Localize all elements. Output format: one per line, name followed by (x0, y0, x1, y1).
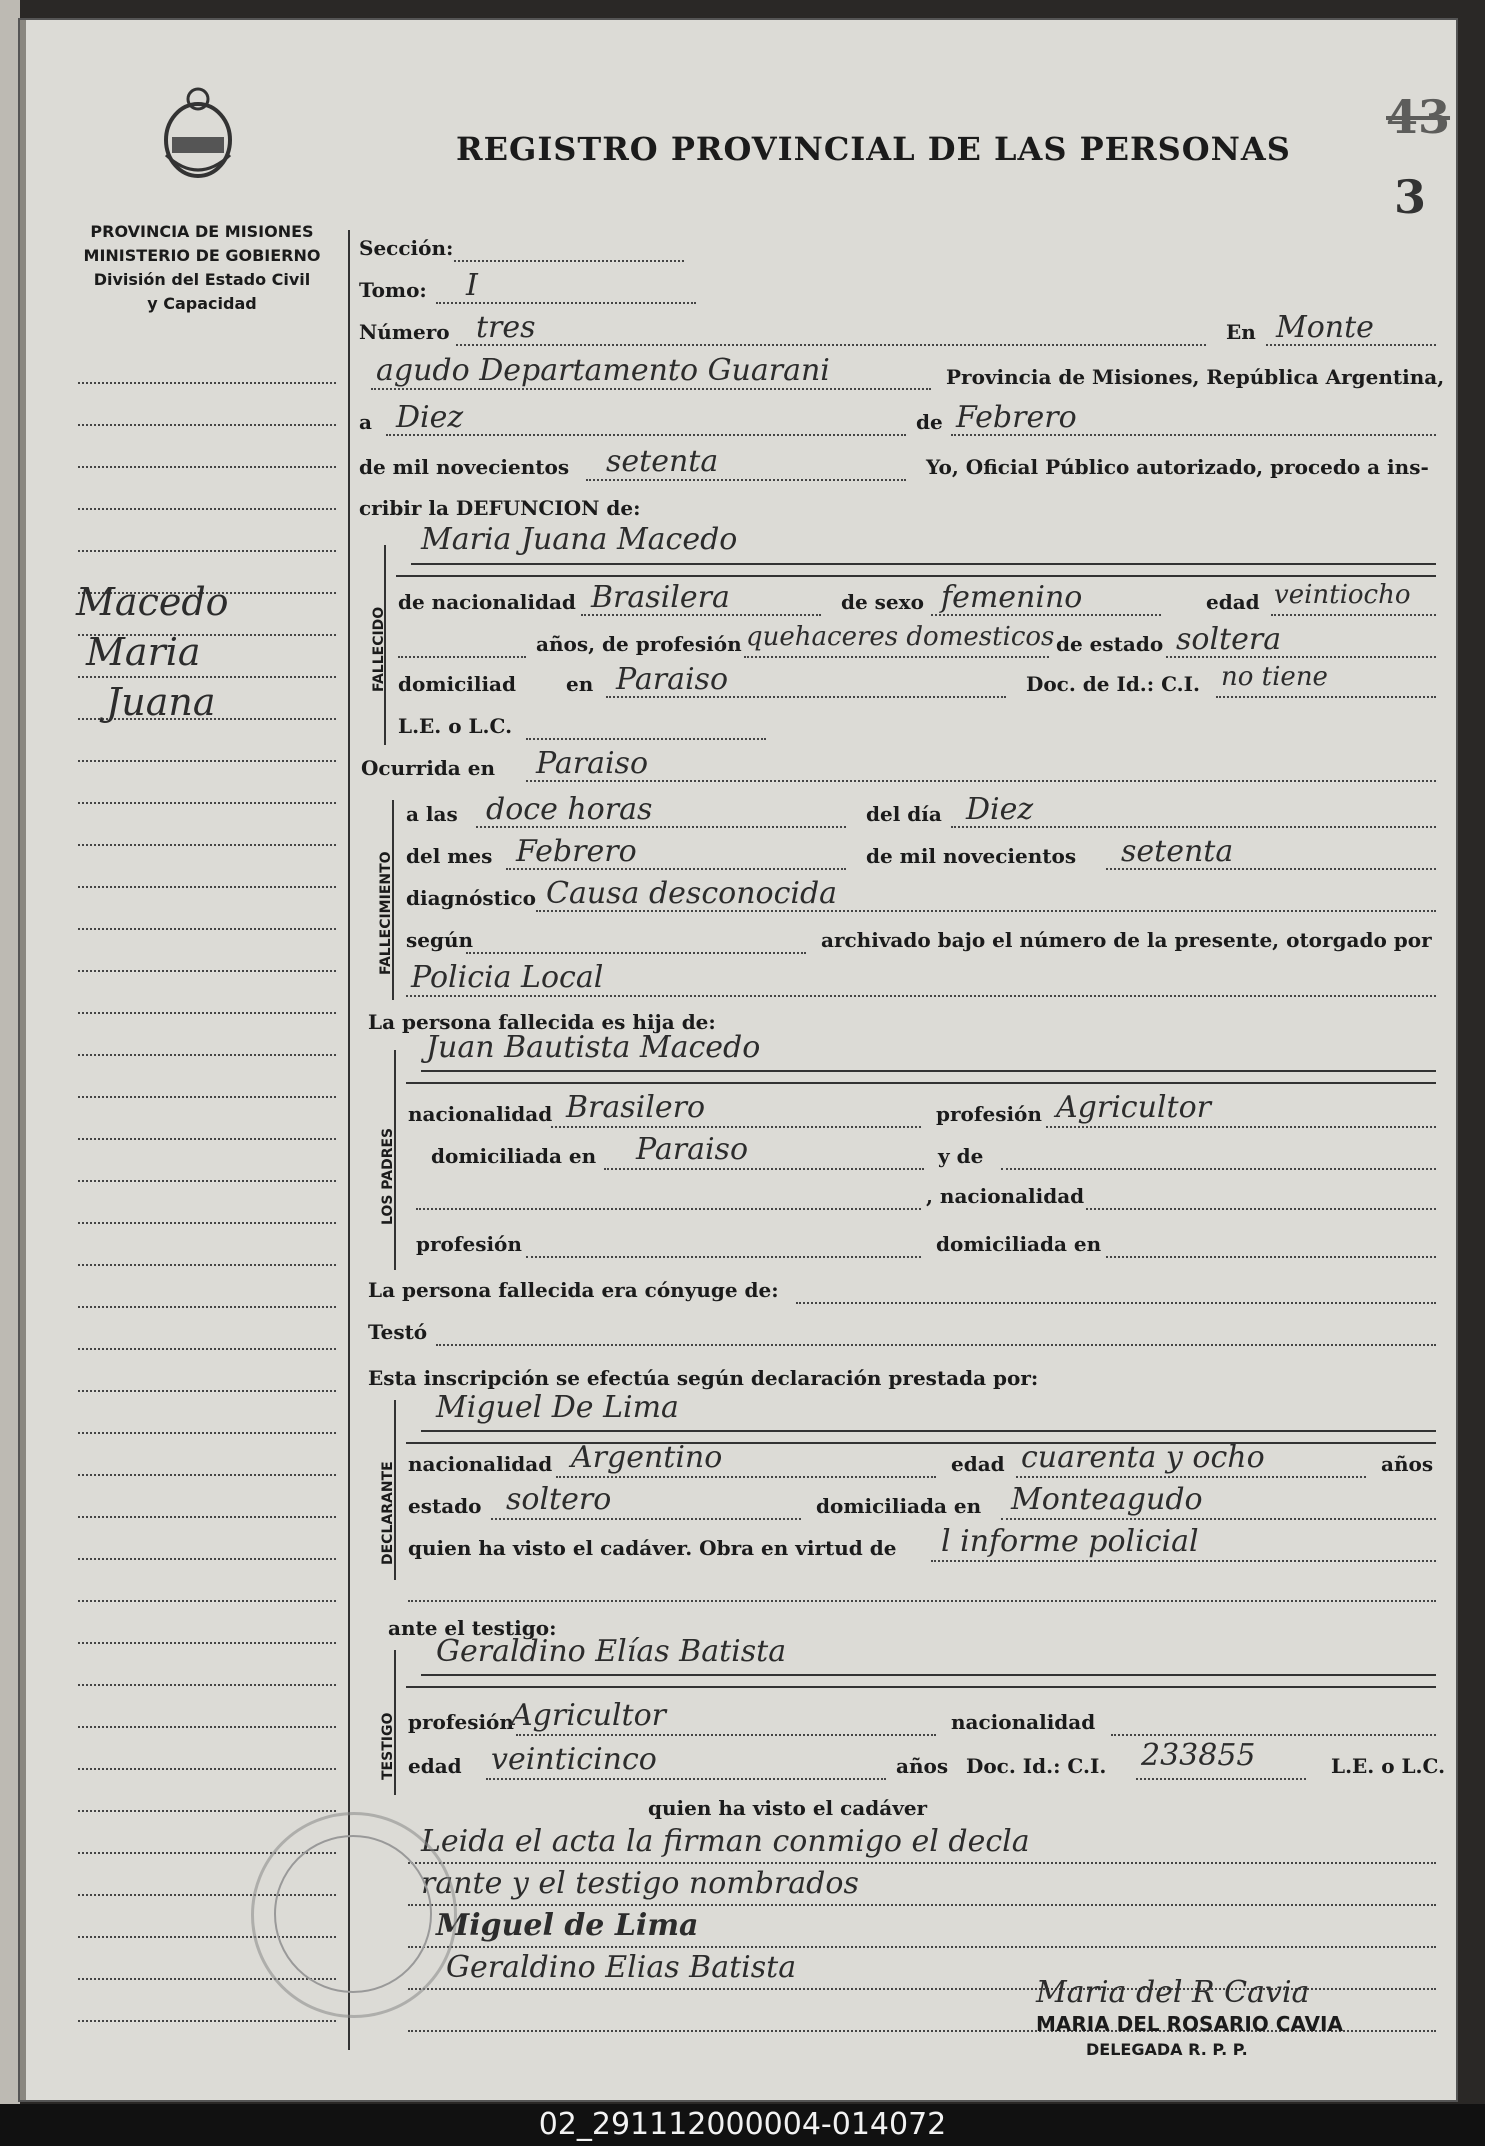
testigo-edad-field (486, 1778, 886, 1780)
signature-oficial: Maria del R Cavia (1036, 1975, 1310, 2010)
diag-value: Causa desconocida (546, 876, 838, 911)
stamp-name: MARIA DEL ROSARIO CAVIA (1036, 2012, 1343, 2036)
de-label: de (916, 410, 943, 434)
padres-rule (406, 1082, 1436, 1084)
stamp-role: DELEGADA R. P. P. (1086, 2040, 1248, 2059)
conyuge-field (796, 1302, 1436, 1304)
margin-rule (78, 886, 336, 888)
lugar-value: agudo Departamento Guarani (376, 353, 830, 388)
margin-rule (78, 1138, 336, 1140)
margin-rule (78, 802, 336, 804)
otorgado-field (406, 995, 1436, 997)
domicilio-en-label: en (566, 672, 594, 696)
margin-rule (78, 1264, 336, 1266)
office-line-capacity: y Capacidad (147, 294, 257, 313)
profesion-value: quehaceres domesticos (746, 622, 1055, 652)
testigo-name-field (421, 1674, 1436, 1676)
edad-field (1271, 614, 1436, 616)
madre-nacionalidad-label: , nacionalidad (926, 1184, 1085, 1208)
anios-profesion-label: años, de profesión (536, 632, 742, 656)
margin-rule (78, 1222, 336, 1224)
margin-rule (78, 1012, 336, 1014)
testigo-doc-value: 233855 (1141, 1738, 1256, 1773)
hora-value: doce horas (486, 792, 653, 827)
margin-rule (78, 1390, 336, 1392)
margin-rule (78, 760, 336, 762)
padre-nacionalidad-value: Brasilero (566, 1090, 706, 1125)
declarante-edad-field (1016, 1476, 1366, 1478)
margin-rule (78, 1348, 336, 1350)
closing-line-2 (408, 1904, 1436, 1906)
padre-domiciliada-label: domiciliada en (431, 1144, 597, 1168)
segun-label: según (406, 928, 474, 952)
alas-label: a las (406, 802, 458, 826)
margin-rule (78, 1810, 336, 1812)
padre-nacionalidad-field (551, 1126, 921, 1128)
padre-profesion-field (1046, 1126, 1436, 1128)
image-id-footer: 02_291112000004-014072 (0, 2104, 1485, 2146)
numero-value: tres (476, 310, 536, 345)
closing-text-1: Leida el acta la firman conmigo el decla (421, 1824, 1030, 1859)
padre-profesion-label: profesión (936, 1102, 1042, 1126)
margin-rule (78, 550, 336, 552)
office-line-division: División del Estado Civil (93, 270, 311, 289)
ocurrida-value: Paraiso (536, 746, 649, 781)
margin-rule (78, 1306, 336, 1308)
madre-domiciliada-label: domiciliada en (936, 1232, 1102, 1256)
declarante-nacionalidad-field (556, 1476, 936, 1478)
margin-rule (78, 1642, 336, 1644)
fallecido-name-field (411, 563, 1436, 565)
dia-field (386, 434, 906, 436)
doc-label: Doc. de Id.: C.I. (1026, 672, 1200, 696)
declarante-nacionalidad-value: Argentino (571, 1440, 723, 1475)
en-value: Monte (1276, 310, 1374, 345)
mes-label: del mes (406, 844, 493, 868)
madre-name-field (416, 1208, 921, 1210)
padres-intro: La persona fallecida es hija de: (368, 1010, 716, 1034)
padre-name-field (421, 1070, 1436, 1072)
fall-mil-label: de mil novecientos (866, 844, 1077, 868)
declarante-name-field (421, 1430, 1436, 1432)
madre-profesion-field (526, 1256, 921, 1258)
estado-value: soltera (1176, 622, 1282, 657)
mes-value: Febrero (956, 400, 1077, 435)
anio-field (586, 479, 906, 481)
fall-anio-value: setenta (1121, 834, 1234, 869)
declarante-nacionalidad-label: nacionalidad (408, 1452, 553, 1476)
testo-label: Testó (368, 1320, 428, 1344)
margin-rule (78, 1516, 336, 1518)
page-number: 3 (1394, 170, 1427, 224)
margin-rule (78, 1096, 336, 1098)
edad-value: veintiocho (1274, 580, 1411, 610)
margin-note-second: Juana (106, 680, 216, 724)
tomo-label: Tomo: (359, 278, 427, 302)
testigo-nacionalidad-label: nacionalidad (951, 1710, 1096, 1734)
testigo-profesion-label: profesión (408, 1710, 514, 1734)
declarante-side-label: DECLARANTE (380, 1461, 396, 1565)
margin-note-surname: Macedo (76, 580, 229, 624)
closing-line-3 (408, 1946, 1436, 1948)
fall-mes-value: Febrero (516, 834, 637, 869)
padre-profesion-value: Agricultor (1056, 1090, 1211, 1125)
anios-field (398, 656, 526, 658)
testigo-doc-field (1136, 1778, 1306, 1780)
margin-note-first: Maria (86, 630, 201, 674)
testigo-edad-label: edad (408, 1754, 462, 1778)
mil-label: de mil novecientos (359, 455, 570, 479)
declaracion-label: Esta inscripción se efectúa según declaración prestada por: (368, 1366, 1039, 1390)
page-number-old: 43 (1386, 90, 1451, 144)
testigo-ante-label: ante el testigo: (388, 1616, 557, 1640)
fall-dia-value: Diez (966, 792, 1034, 827)
declarante-edad-value: cuarenta y ocho (1021, 1440, 1265, 1475)
sexo-value: femenino (941, 580, 1083, 615)
inscribir-text: cribir la DEFUNCION de: (359, 496, 641, 520)
margin-rule (78, 676, 336, 678)
margin-rule (78, 844, 336, 846)
margin-rule (78, 970, 336, 972)
closing-text-2: rante y el testigo nombrados (421, 1866, 859, 1901)
archivado-text: archivado bajo el número de la presente, otorgado por (821, 928, 1432, 952)
conyuge-label: La persona fallecida era cónyuge de: (368, 1278, 779, 1302)
round-seal-inner (274, 1835, 432, 1993)
padre-name-value: Juan Bautista Macedo (426, 1030, 761, 1065)
declarante-estado-field (491, 1518, 801, 1520)
book-binding (0, 0, 20, 2146)
testigo-anios-label: años (896, 1754, 949, 1778)
lugar-field (371, 388, 931, 390)
profesion-field (744, 656, 1049, 658)
margin-rule (78, 1474, 336, 1476)
provincia-text: Provincia de Misiones, República Argentina, (946, 365, 1445, 389)
dia-label: del día (866, 802, 942, 826)
declarante-rule (406, 1442, 1436, 1444)
margin-rule (78, 1180, 336, 1182)
testigo-name-value: Geraldino Elías Batista (436, 1634, 787, 1669)
numero-label: Número (359, 320, 450, 344)
testigo-edad-value: veinticinco (491, 1742, 657, 1777)
testo-field (436, 1344, 1436, 1346)
padres-side-label: LOS PADRES (380, 1127, 396, 1225)
margin-rule (78, 1054, 336, 1056)
declarante-estado-value: soltero (506, 1482, 612, 1517)
testigo-doc-label: Doc. Id.: C.I. (966, 1754, 1107, 1778)
yde-label: y de (938, 1144, 984, 1168)
madre-field (1001, 1168, 1436, 1170)
margin-rule (78, 1768, 336, 1770)
declarante-obra-value: l informe policial (941, 1524, 1199, 1559)
doc-field (1216, 696, 1436, 698)
le-label: L.E. o L.C. (398, 714, 513, 738)
testigo-le-label: L.E. o L.C. (1331, 1754, 1446, 1778)
testigo-profesion-value: Agricultor (511, 1698, 666, 1733)
office-line-province: PROVINCIA DE MISIONES (90, 222, 314, 241)
declarante-extra-field (408, 1600, 1436, 1602)
closing-line-1 (408, 1862, 1436, 1864)
margin-rule (78, 508, 336, 510)
ocurrida-field (526, 780, 1436, 782)
padre-domicilio-field (604, 1168, 924, 1170)
segun-field (466, 952, 806, 954)
domicilio-value: Paraiso (616, 662, 729, 697)
testigo-nacionalidad-field (1111, 1734, 1436, 1736)
declarante-domicilio-value: Monteagudo (1011, 1482, 1203, 1517)
testigo-rule (406, 1686, 1436, 1688)
margin-rule (78, 1432, 336, 1434)
a-label: a (359, 410, 372, 434)
margin-rule (78, 1600, 336, 1602)
sexo-label: de sexo (841, 590, 924, 614)
anio-value: setenta (606, 444, 719, 479)
declarante-domiciliada-label: domiciliada en (816, 1494, 982, 1518)
declarante-anios-label: años (1381, 1452, 1434, 1476)
le-field (526, 738, 766, 740)
declarante-obra-field (931, 1560, 1436, 1562)
declarante-edad-label: edad (951, 1452, 1005, 1476)
nacionalidad-value: Brasilera (591, 580, 730, 615)
dia-value: Diez (396, 400, 464, 435)
ocurrida-label: Ocurrida en (361, 756, 495, 780)
coat-of-arms-icon (156, 85, 240, 185)
domicilio-label: domiciliad (398, 672, 516, 696)
diag-label: diagnóstico (406, 886, 537, 910)
declarante-estado-label: estado (408, 1494, 482, 1518)
fallecido-rule (396, 575, 1436, 577)
madre-profesion-label: profesión (416, 1232, 522, 1256)
margin-rule (78, 424, 336, 426)
fallecimiento-side-label: FALLECIMIENTO (378, 851, 394, 975)
nacionalidad-label: de nacionalidad (398, 590, 576, 614)
padre-domicilio-value: Paraiso (636, 1132, 749, 1167)
fallecido-side-label: FALLECIDO (371, 606, 387, 692)
office-header (82, 220, 322, 316)
margin-rule (78, 466, 336, 468)
testigo-cadaver-text: quien ha visto el cadáver (648, 1796, 928, 1820)
en-label: En (1226, 320, 1256, 344)
margin-rule (78, 1726, 336, 1728)
doc-value: no tiene (1221, 662, 1328, 692)
signature-declarante: Miguel de Lima (436, 1908, 699, 1943)
signature-testigo: Geraldino Elias Batista (446, 1950, 797, 1985)
edad-label: edad (1206, 590, 1260, 614)
declarante-cadaver-text: quien ha visto el cadáver. Obra en virtud de (408, 1536, 897, 1560)
margin-rule (78, 382, 336, 384)
seccion-label: Sección: (359, 236, 454, 260)
otorgado-value: Policia Local (411, 960, 604, 995)
padre-nacionalidad-label: nacionalidad (408, 1102, 553, 1126)
madre-nacionalidad-field (1086, 1208, 1436, 1210)
declarante-domicilio-field (1001, 1518, 1436, 1520)
oficial-text: Yo, Oficial Público autorizado, procedo a ins- (926, 455, 1429, 479)
margin-rule (78, 928, 336, 930)
fallecido-name-value: Maria Juana Macedo (421, 522, 738, 557)
document-page (20, 20, 1456, 2100)
margin-rule (78, 1558, 336, 1560)
numero-field (456, 344, 1206, 346)
declarante-name-value: Miguel De Lima (436, 1390, 679, 1425)
margin-divider (348, 230, 350, 2050)
margin-rule (78, 1684, 336, 1686)
testigo-side-label: TESTIGO (380, 1712, 396, 1780)
madre-domicilio-field (1106, 1256, 1436, 1258)
estado-label: de estado (1056, 632, 1164, 656)
office-line-ministry: MINISTERIO DE GOBIERNO (83, 246, 321, 265)
seccion-field (454, 260, 684, 262)
tomo-value: I (466, 268, 478, 303)
page-title: REGISTRO PROVINCIAL DE LAS PERSONAS (456, 130, 1291, 168)
margin-rule (78, 2020, 336, 2022)
testigo-profesion-field (516, 1734, 936, 1736)
